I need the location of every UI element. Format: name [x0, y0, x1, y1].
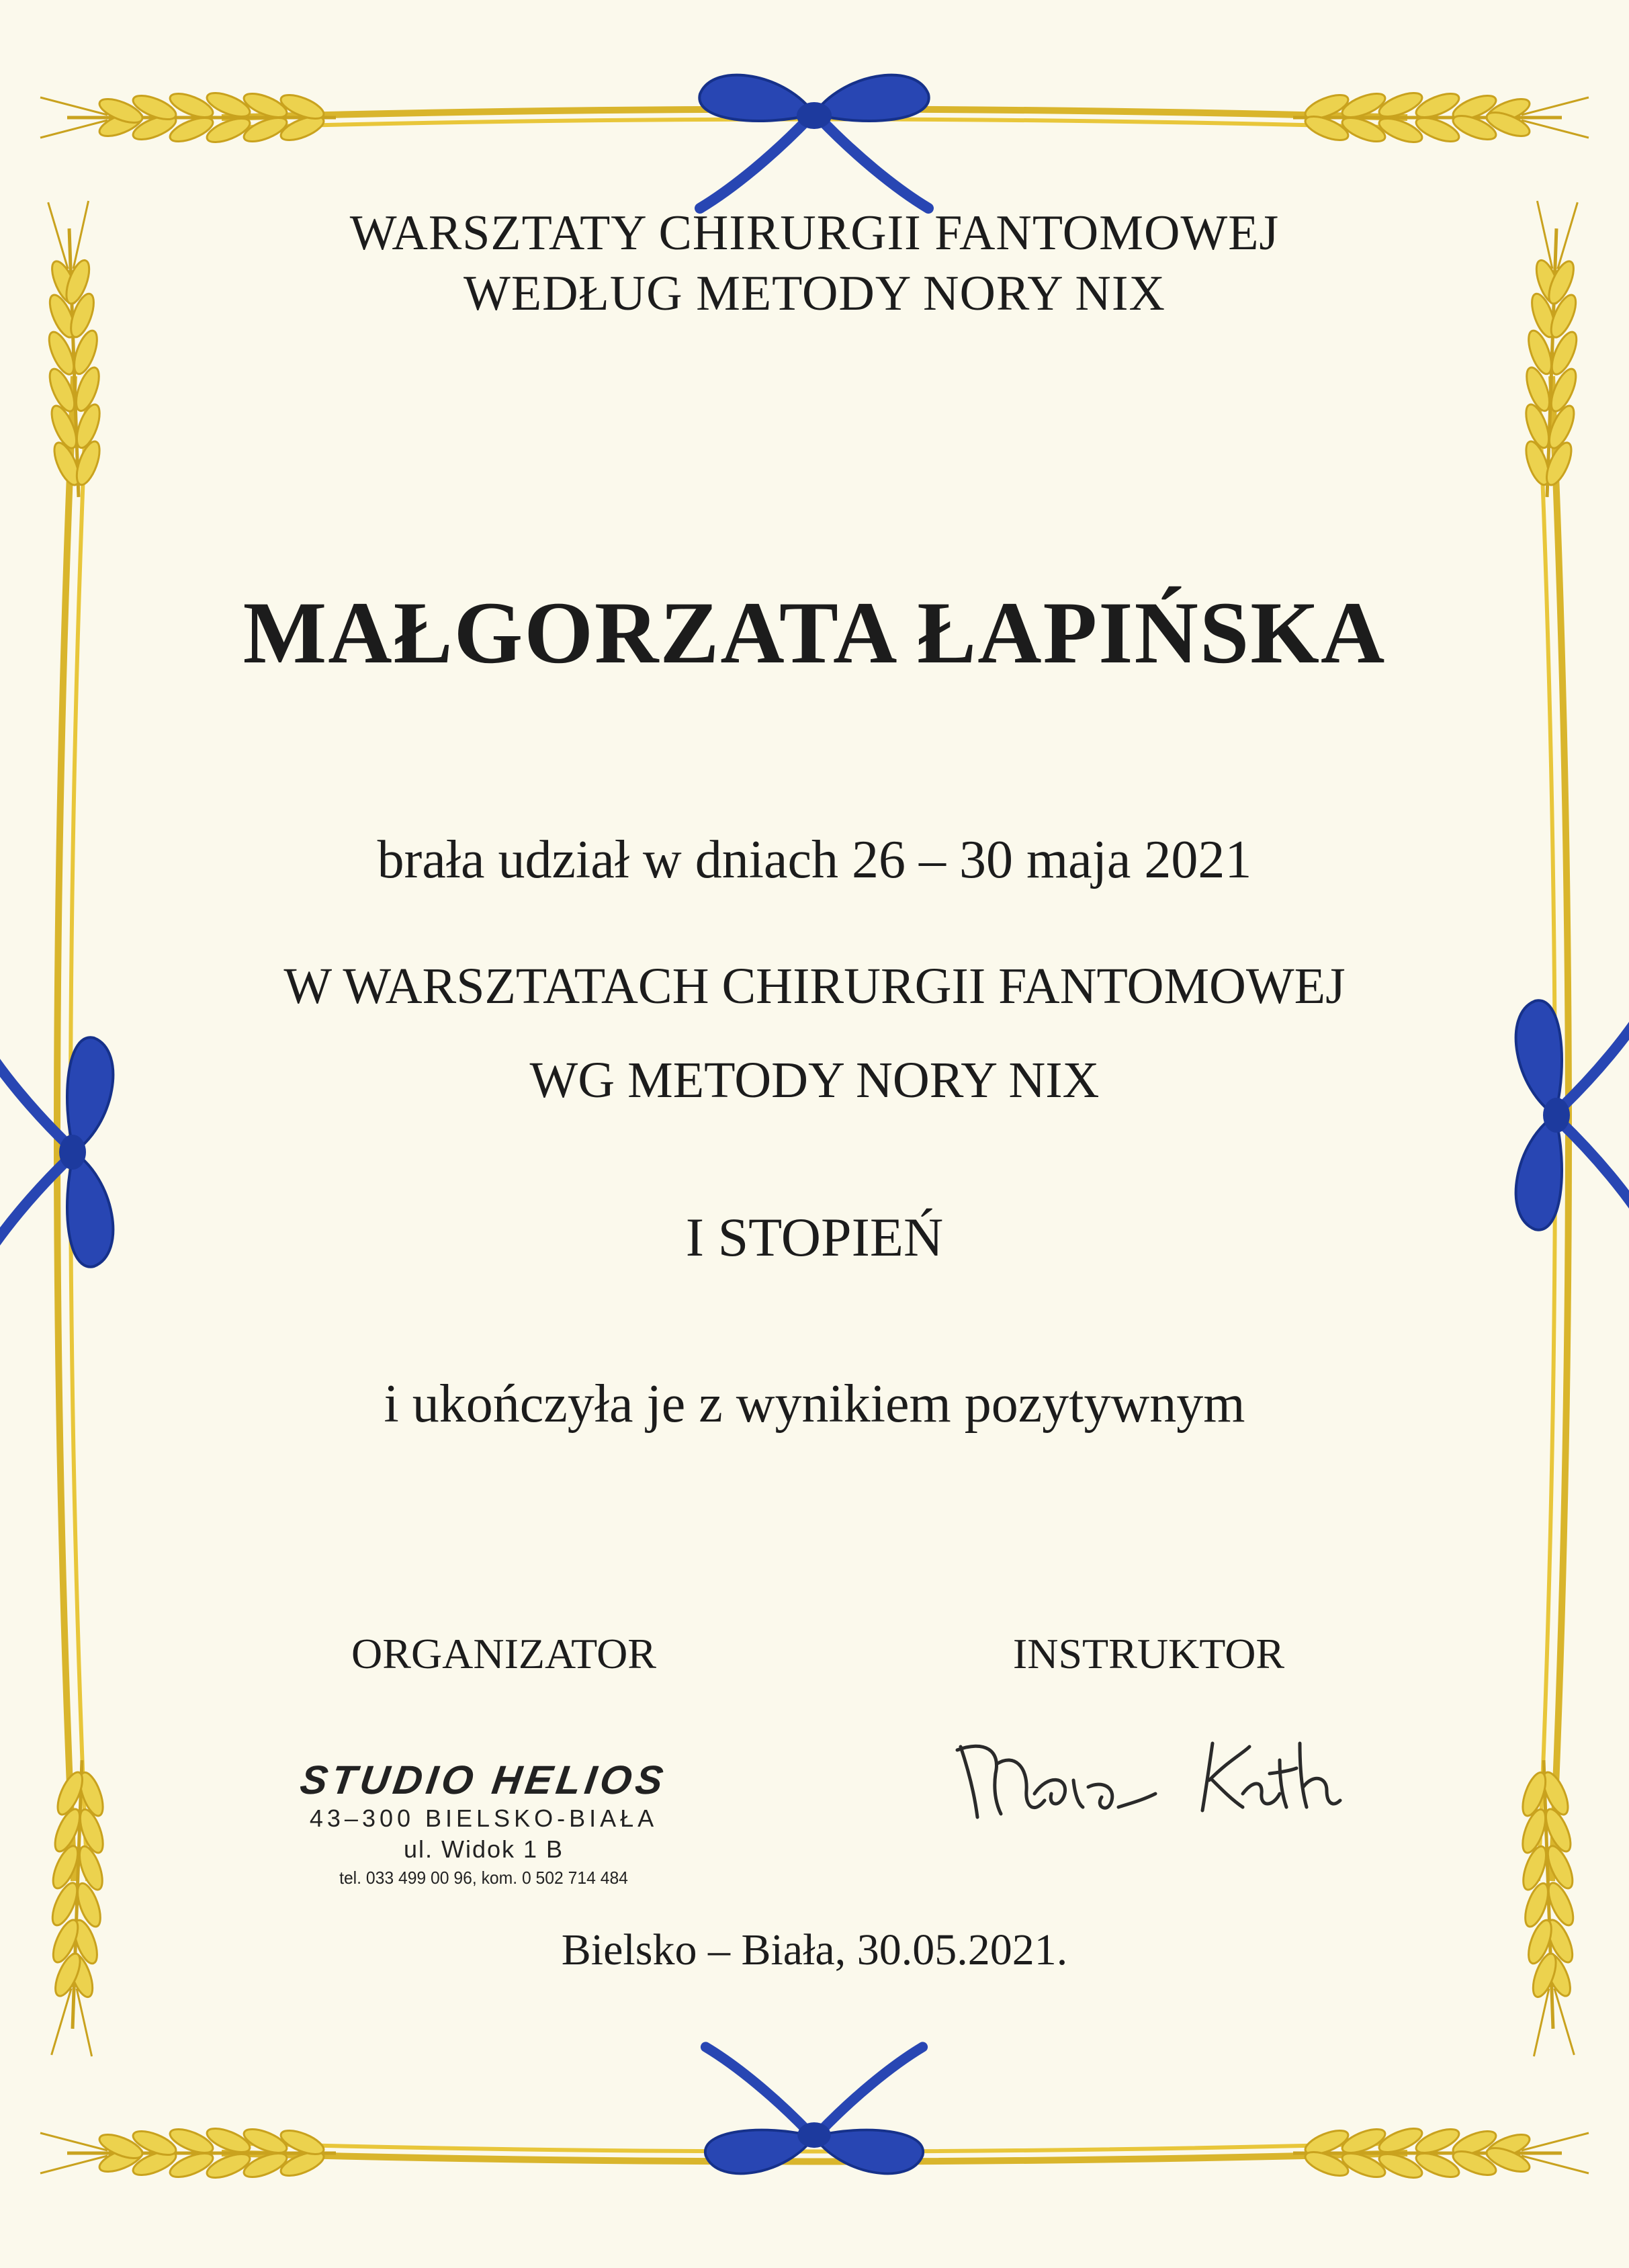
stamp-street: ul. Widok 1 B [403, 1835, 564, 1863]
stamp-city: 43–300 BIELSKO-BIAŁA [309, 1804, 658, 1832]
place-and-date: Bielsko – Biała, 30.05.2021. [561, 1925, 1068, 1974]
header-line-1: WARSZTATY CHIRURGII FANTOMOWEJ [349, 206, 1280, 261]
recipient-name: MAŁGORZATA ŁAPIŃSKA [243, 583, 1386, 682]
instructor-label: INSTRUKTOR [1012, 1630, 1285, 1677]
workshop-line-2: WG METODY NORY NIX [529, 1052, 1100, 1108]
stamp-company-name: STUDIO HELIOS [297, 1757, 670, 1802]
organizer-label: ORGANIZATOR [351, 1630, 656, 1677]
result-text: i ukończyła je z wynikiem pozytywnym [384, 1375, 1245, 1434]
header-line-2: WEDŁUG METODY NORY NIX [464, 266, 1165, 321]
participation-text: brała udział w dniach 26 – 30 maja 2021 [377, 830, 1252, 889]
workshop-line-1: W WARSZTATACH CHIRURGII FANTOMOWEJ [283, 958, 1346, 1014]
degree-text: I STOPIEŃ [685, 1207, 944, 1268]
stamp-phone: tel. 033 499 00 96, kom. 0 502 714 484 [339, 1868, 628, 1888]
